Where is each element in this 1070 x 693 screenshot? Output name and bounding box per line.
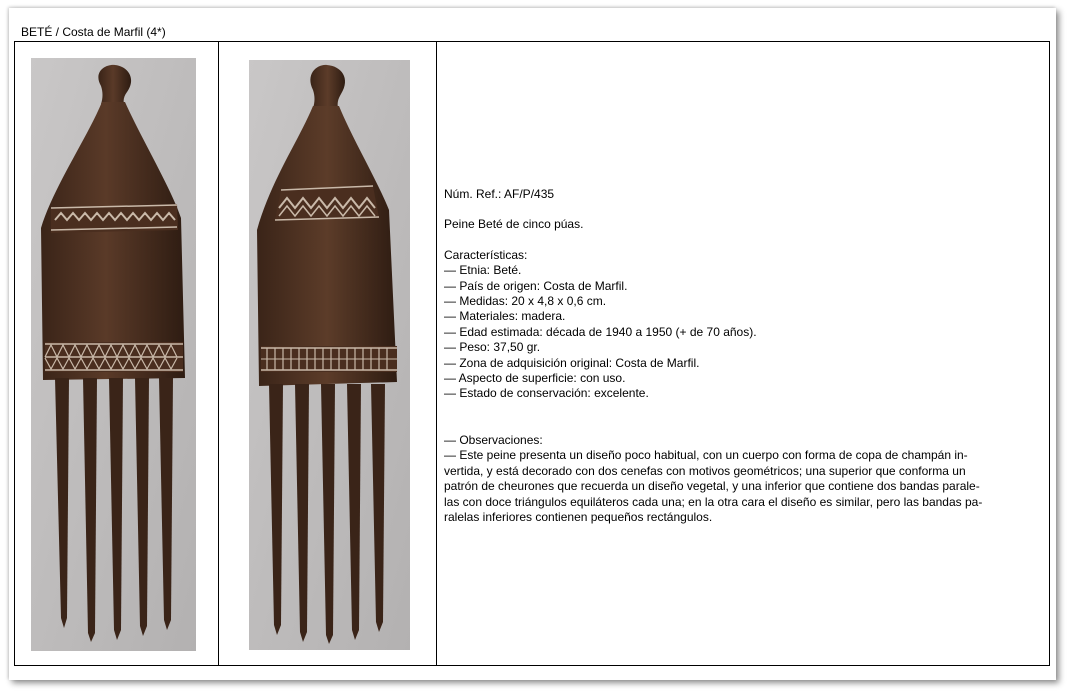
comb-back-photo (249, 60, 410, 650)
summary-line: Peine Beté de cinco púas. (444, 217, 584, 232)
observations-heading: — Observaciones: (444, 432, 543, 447)
characteristic-item: — Estado de conservación: excelente. (444, 386, 649, 401)
comb-back-illustration (249, 60, 410, 650)
comb-front-illustration (31, 58, 196, 651)
observations-line: ralelas inferiores contienen pequeños rectángulos. (444, 509, 713, 524)
observations-line: — Este peine presenta un diseño poco habitual, con un cuerpo con forma de copa de champán in- (444, 448, 968, 463)
characteristic-item: — Materiales: madera. (444, 309, 566, 324)
document-sheet (9, 8, 1056, 680)
observations-line: patrón de cheurones que recuerda un diseño vegetal, y una inferior que contiene dos bandas parale- (444, 479, 980, 494)
characteristic-item: — Edad estimada: década de 1940 a 1950 (+ de 70 años). (444, 324, 757, 339)
characteristic-item: — Aspecto de superficie: con uso. (444, 371, 626, 386)
characteristic-item: — Peso: 37,50 gr. (444, 340, 541, 355)
characteristic-item: — País de origen: Costa de Marfil. (444, 278, 628, 293)
photo-cell-front (15, 42, 219, 665)
observations-line: las con doce triángulos equiláteros cada una; en la otra cara el diseño es similar, pero las bandas pa- (444, 494, 983, 509)
description-text (444, 187, 1044, 525)
photo-cell-back (219, 42, 437, 665)
description-cell (437, 42, 1049, 665)
characteristics-heading: Características: (444, 247, 528, 262)
characteristic-item: — Medidas: 20 x 4,8 x 0,6 cm. (444, 294, 607, 309)
reference-number: Núm. Ref.: AF/P/435 (444, 187, 555, 201)
characteristic-item: — Etnia: Beté. (444, 263, 522, 278)
characteristic-item: — Zona de adquisición original: Costa de Marfil. (444, 355, 700, 370)
comb-front-photo (31, 58, 196, 651)
page-title: BETÉ / Costa de Marfil (4*) (21, 25, 166, 39)
content-table (14, 41, 1050, 666)
observations-line: vertida, y está decorado con dos cenefas con motivos geométricos; una superior que conforma un (444, 463, 966, 478)
